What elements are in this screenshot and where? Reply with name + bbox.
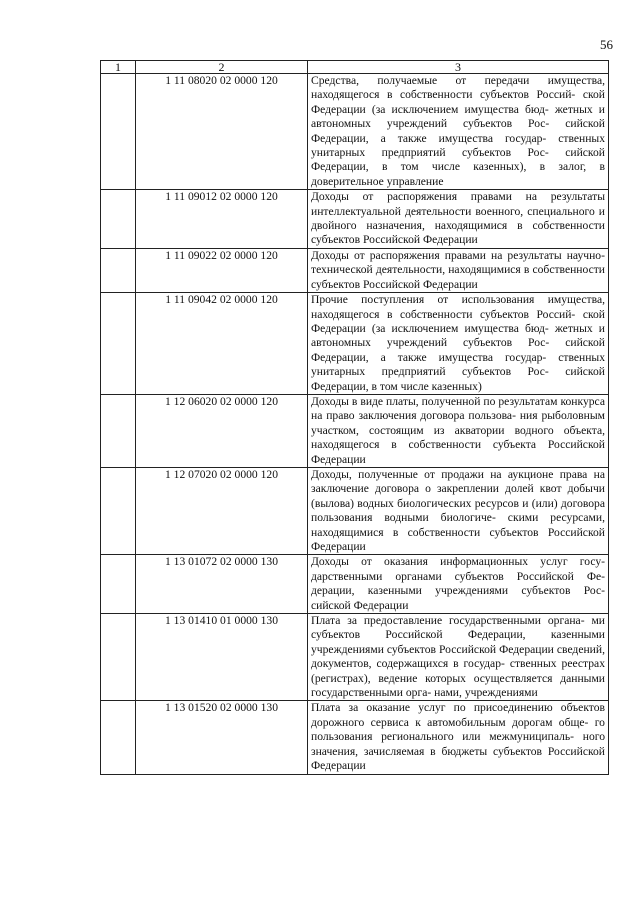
description-line: интеллектуальной деятельности военного, (311, 204, 524, 218)
description-line: сийской Федерации, в том числе казенных), в залог, (311, 146, 605, 174)
revenue-description-cell (308, 293, 609, 395)
revenue-classification-table (100, 60, 609, 775)
description-line: нами, учреждениями (434, 686, 538, 700)
table-row (101, 190, 609, 249)
table-row (101, 467, 609, 554)
description-line: жетных и автономных учреждений субъектов Рос- (311, 321, 605, 350)
description-line: дарственными органами субъектов Российской Фе- (311, 569, 605, 583)
revenue-code-cell: 1 11 08020 02 0000 120 (136, 74, 308, 190)
description-line: Прочие поступления от использования имущества, (311, 293, 605, 307)
revenue-description-cell (308, 394, 609, 467)
description-line: субъекта Российской Федерации (311, 438, 605, 466)
table-row (101, 248, 609, 292)
description-line: добычи (вылова) водных биологических ресурсов и (311, 482, 605, 510)
column-header-3: 3 (308, 61, 609, 74)
revenue-code-cell: 1 11 09022 02 0000 120 (136, 248, 308, 292)
description-line: сийской Федерации (311, 598, 409, 612)
table-row (101, 614, 609, 701)
revenue-code-cell: 1 13 01520 02 0000 130 (136, 701, 308, 774)
revenue-code-cell: 1 12 07020 02 0000 120 (136, 467, 308, 554)
table-header-row (101, 61, 609, 74)
description-line: учреждениями субъектов Российской Федерации (311, 642, 554, 656)
description-line: специального и двойного назначения, находящимися (311, 204, 606, 233)
row-number-cell (101, 74, 136, 190)
description-line: ской Федерации (за исключением имущества бюд- (311, 88, 606, 116)
description-line: Доходы от распоряжения правами на результаты (311, 248, 562, 262)
description-line: ственных унитарных предприятий субъектов Рос- (311, 350, 605, 379)
row-number-cell (101, 614, 136, 701)
description-line: ской Федерации (за исключением имущества бюд- (311, 307, 606, 335)
table-row (101, 701, 609, 774)
description-line: сийской Федерации, а также имущества государ- (311, 117, 605, 145)
row-number-cell (101, 467, 136, 554)
column-header-2: 2 (136, 61, 308, 74)
table-row (101, 555, 609, 614)
description-line: субъектов Российской Федерации (311, 525, 605, 553)
description-line: на заключение договора о закреплении долей квот (311, 467, 606, 496)
table-row (101, 74, 609, 190)
table-row (101, 394, 609, 467)
description-line: (или) договора пользования водными биологиче- (311, 496, 605, 525)
revenue-code-cell: 1 12 06020 02 0000 120 (136, 394, 308, 467)
description-line: конкурса на право заключения договора пользова- (311, 394, 605, 423)
description-line: жетных и автономных учреждений субъектов Рос- (311, 102, 605, 131)
revenue-code-cell: 1 11 09042 02 0000 120 (136, 293, 308, 395)
description-line: ственных унитарных предприятий субъектов Рос- (311, 131, 605, 160)
description-line: Доходы от распоряжения правами на результаты (311, 190, 605, 204)
description-line: ния рыболовным участком, состоящим из акватории (311, 409, 605, 437)
description-line: находящегося в собственности субъектов Россий- (311, 88, 576, 102)
description-line: го пользования регионального или межмуниципаль- (311, 715, 605, 744)
row-number-cell (101, 190, 136, 249)
description-line: скими ресурсами, находящимися в собственности (311, 511, 605, 539)
table-row (101, 293, 609, 395)
description-line: водного объекта, находящегося в собственности (311, 423, 605, 452)
revenue-description-cell (308, 248, 609, 292)
description-line: Доходы, полученные от продажи на аукционе права (311, 467, 588, 481)
revenue-description-cell (308, 74, 609, 190)
row-number-cell (101, 248, 136, 292)
description-line: научно-технической деятельности, находящимися (311, 248, 605, 277)
description-line: в собственности субъектов Российской Федерации (311, 219, 606, 247)
revenue-description-cell (308, 190, 609, 249)
description-line: Средства, получаемые от передачи имущества, (311, 74, 605, 87)
description-line: Доходы от оказания информационных услуг госу- (311, 555, 605, 569)
description-line: Плата за оказание услуг по присоединению объектов (311, 701, 605, 715)
revenue-description-cell (308, 701, 609, 774)
row-number-cell (101, 293, 136, 395)
description-line: Плата за предоставление государственными органа- (311, 614, 585, 628)
description-line: ного значения, зачисляемая в бюджеты субъектов (311, 730, 605, 758)
row-number-cell (101, 555, 136, 614)
description-line: Российской Федерации (311, 744, 606, 773)
description-line: дерации, казенными учреждениями субъектов Рос- (311, 584, 605, 598)
revenue-description-cell (308, 555, 609, 614)
description-line: Доходы в виде платы, полученной по результатам (311, 394, 558, 408)
revenue-code-cell: 1 13 01410 01 0000 130 (136, 614, 308, 701)
description-line: в доверительное управление (311, 160, 605, 188)
description-line: сийской Федерации, в том числе казенных) (311, 365, 605, 393)
description-line: осуществляется данными государственными орга- (311, 671, 605, 700)
revenue-code-cell: 1 13 01072 02 0000 130 (136, 555, 308, 614)
description-line: ственных реестрах (регистрах), ведение которых (311, 657, 605, 685)
row-number-cell (101, 394, 136, 467)
revenue-description-cell (308, 614, 609, 701)
description-line: сведений, документов, содержащихся в государ- (311, 642, 605, 671)
description-line: ми субъектов Российской Федерации, казенными (311, 614, 605, 642)
description-line: находящегося в собственности субъектов Россий- (311, 307, 576, 321)
revenue-code-cell: 1 11 09012 02 0000 120 (136, 190, 308, 249)
column-header-1: 1 (101, 61, 136, 74)
page-number: 56 (600, 37, 613, 52)
description-line: в собственности субъектов Российской Федерации (311, 263, 606, 291)
description-line: сийской Федерации, а также имущества государ- (311, 336, 605, 364)
table-body (101, 74, 609, 775)
revenue-description-cell (308, 467, 609, 554)
row-number-cell (101, 701, 136, 774)
description-line: дорожного сервиса к автомобильным дорогам обще- (311, 715, 589, 729)
